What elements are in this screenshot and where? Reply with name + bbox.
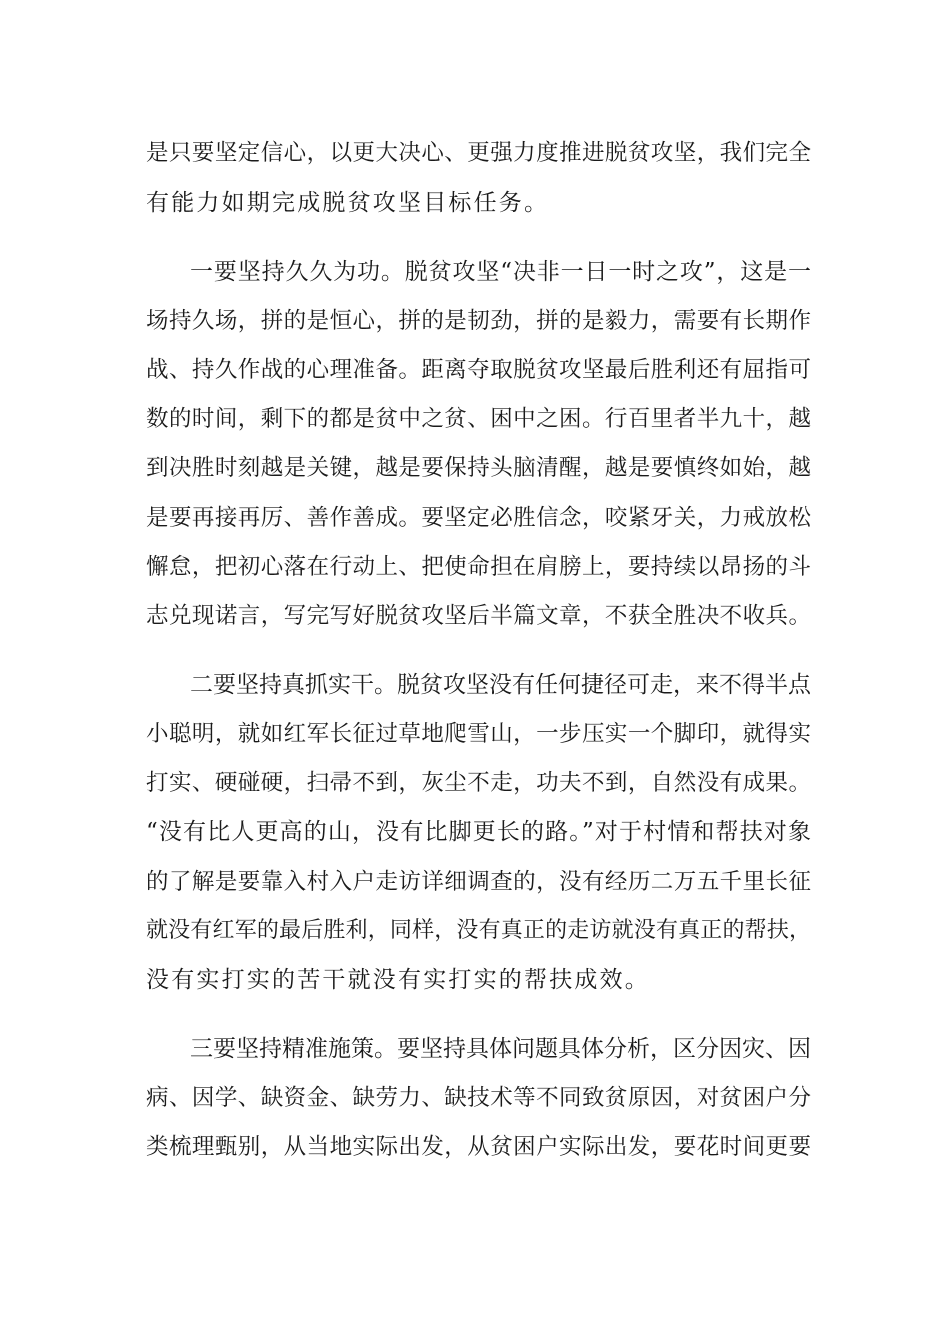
paragraph-4-line-2: 病、因学、缺资金、缺劳力、缺技术等不同致贫原因，对贫困户分	[146, 1085, 811, 1111]
paragraph-1-line-1: 是只要坚定信心，以更大决心、更强力度推进脱贫攻坚，我们完全	[146, 140, 811, 166]
paragraph-2-line-8: 志兑现诺言，写完写好脱贫攻坚后半篇文章，不获全胜决不收兵。	[146, 603, 811, 629]
paragraph-2-line-6: 是要再接再厉、善作善成。要坚定必胜信念，咬紧牙关，力戒放松	[146, 505, 811, 531]
paragraph-2-line-7: 懈怠，把初心落在行动上、把使命担在肩膀上，要持续以昂扬的斗	[146, 554, 811, 580]
paragraph-4-line-1: 三要坚持精准施策。要坚持具体问题具体分析，区分因灾、因	[190, 1036, 811, 1062]
paragraph-2-line-1: 一要坚持久久为功。脱贫攻坚“决非一日一时之攻”，这是一	[190, 259, 811, 285]
paragraph-3-line-1: 二要坚持真抓实干。脱贫攻坚没有任何捷径可走，来不得半点	[190, 672, 811, 698]
paragraph-3-line-4: “没有比人更高的山，没有比脚更长的路。”对于村情和帮扶对象	[146, 819, 811, 845]
paragraph-2-line-5: 到决胜时刻越是关键，越是要保持头脑清醒，越是要慎终如始，越	[146, 455, 811, 481]
paragraph-4-line-3: 类梳理甄别，从当地实际出发，从贫困户实际出发，要花时间更要	[146, 1134, 811, 1160]
paragraph-1-line-2: 有能力如期完成脱贫攻坚目标任务。	[146, 190, 550, 216]
paragraph-3-line-5: 的了解是要靠入村入户走访详细调查的，没有经历二万五千里长征	[146, 869, 811, 895]
paragraph-3-line-7: 没有实打实的苦干就没有实打实的帮扶成效。	[146, 967, 650, 993]
paragraph-2-line-2: 场持久场，拼的是恒心，拼的是韧劲，拼的是毅力，需要有长期作	[146, 308, 811, 334]
paragraph-2-line-3: 战、持久作战的心理准备。距离夺取脱贫攻坚最后胜利还有屈指可	[146, 357, 811, 383]
paragraph-3-line-2: 小聪明，就如红军长征过草地爬雪山，一步压实一个脚印，就得实	[146, 721, 811, 747]
paragraph-3-line-3: 打实、硬碰硬，扫帚不到，灰尘不走，功夫不到，自然没有成果。	[146, 770, 811, 796]
paragraph-2-line-4: 数的时间，剩下的都是贫中之贫、困中之困。行百里者半九十，越	[146, 406, 811, 432]
paragraph-3-line-6: 就没有红军的最后胜利，同样，没有真正的走访就没有真正的帮扶，	[146, 918, 811, 943]
